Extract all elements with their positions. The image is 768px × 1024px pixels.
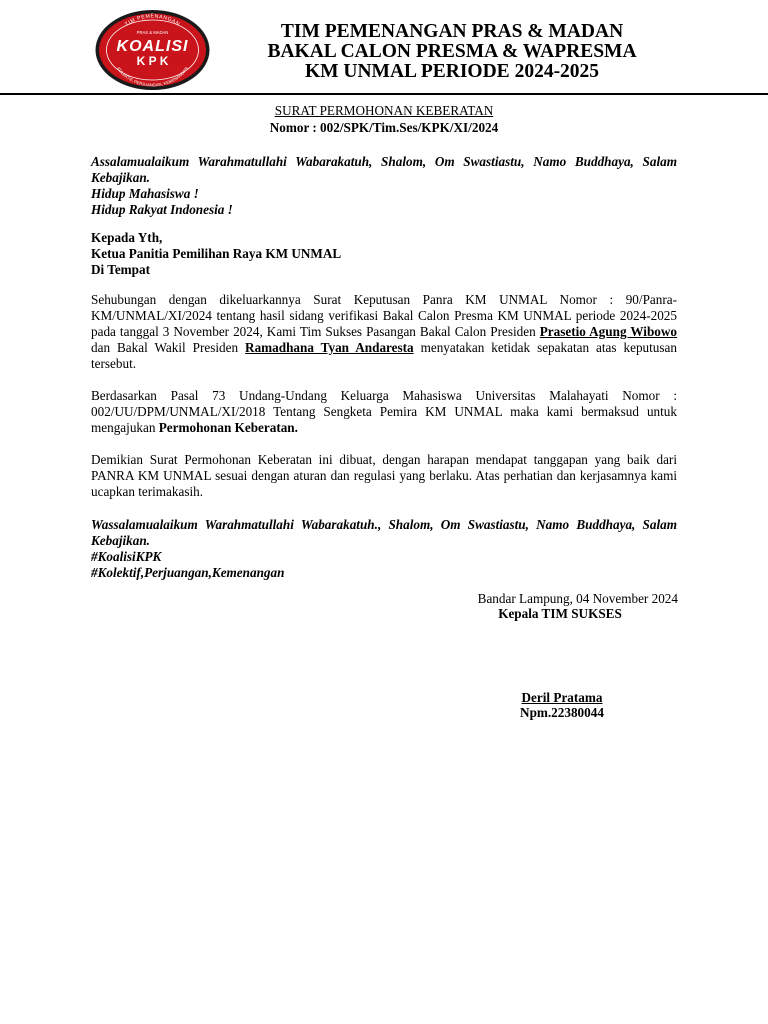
paragraph-2 <box>91 388 677 436</box>
opening-greeting <box>91 154 677 218</box>
closing-hashtag-1: #KoalisiKPK <box>91 549 162 564</box>
logo-sub-text: PRAS & MADAN <box>136 30 169 35</box>
koalisi-kpk-logo <box>93 8 212 92</box>
paragraph-3: Demikian Surat Permohonan Keberatan ini dibuat, dengan harapan mendapat tanggapan yang baik dari PANRA KM UNMAL sesuai dengan aturan dan regulasi yang berlaku. Atas perhatian dan kerjasamnya kami ucapkan terimakasih. <box>91 452 677 499</box>
closing-hashtag-2: #Kolektif,Perjuangan,Kemenangan <box>91 565 285 580</box>
closing-greeting <box>91 517 677 581</box>
logo-word-kpk: K P K <box>136 54 169 68</box>
signer-name: Deril Pratama <box>521 690 603 705</box>
letterhead-line-3: KM UNMAL PERIODE 2024-2025 <box>304 61 600 82</box>
signer-block <box>462 690 662 720</box>
letterhead-divider <box>0 93 768 95</box>
logo-arc-bottom-text: KOLEKTIF, PERJUANGAN, KEMENANGAN <box>116 66 189 88</box>
greeting-line-2: Hidup Mahasiswa ! <box>91 186 199 201</box>
closing-line-1: Wassalamualaikum Warahmatullahi Wabarakatuh., Shalom, Om Swastiastu, Namo Buddhaya, Salam Kebajikan. <box>91 517 677 548</box>
paragraph-1-text-b: dan Bakal Wakil Presiden <box>91 340 246 355</box>
greeting-line-1: Assalamualaikum Warahmatullahi Wabarakatuh, Shalom, Om Swastiastu, Namo Buddhaya, Salam Kebajikan. <box>91 154 677 185</box>
letterhead-line-2: BAKAL CALON PRESMA & WAPRESMA <box>267 41 637 62</box>
address-line-2: Ketua Panitia Pemilihan Raya KM UNMAL <box>91 246 342 261</box>
letter-title: SURAT PERMOHONAN KEBERATAN <box>274 103 494 118</box>
paragraph-1 <box>91 292 677 372</box>
paragraph-1-text-a: Sehubungan dengan dikeluarkannya Surat Keputusan Panra KM UNMAL Nomor : 90/Panra-KM/UNMAL/XI/2024 tentang hasil sidang verifikasi Bakal Calon Presma KM UNMAL periode 2024-2025 pada tanggal 3 November 2024, Kami Tim Sukses Pasangan Bakal Calon Presiden <box>91 292 677 339</box>
logo-word-koalisi: KOALISI <box>116 38 189 55</box>
signer-npm: Npm.22380044 <box>520 705 604 720</box>
recipient-address <box>91 230 677 278</box>
candidate-president-name: Prasetio Agung Wibowo <box>539 324 677 339</box>
greeting-line-3: Hidup Rakyat Indonesia ! <box>91 202 233 217</box>
candidate-vice-president-name: Ramadhana Tyan Andaresta <box>245 340 414 355</box>
paragraph-2-bold: Permohonan Keberatan. <box>158 420 298 435</box>
letterhead-title <box>214 22 690 82</box>
logo-emblem <box>93 8 212 92</box>
place-and-date: Bandar Lampung, 04 November 2024 <box>477 591 678 606</box>
address-line-1: Kepada Yth, <box>91 230 163 245</box>
letterhead <box>0 0 768 96</box>
letter-number: Nomor : 002/SPK/Tim.Ses/KPK/XI/2024 <box>269 120 499 135</box>
letter-title-block <box>0 102 768 136</box>
logo-arc-top-text: TIM PEMENANGAN <box>124 13 181 28</box>
address-line-3: Di Tempat <box>91 262 150 277</box>
paragraph-2-text: Berdasarkan Pasal 73 Undang-Undang Keluarga Mahasiswa Universitas Malahayati Nomor : 002/UU/DPM/UNMAL/XI/2018 Tentang Sengketa Pemira KM UNMAL maka kami bermaksud untuk mengajukan <box>91 388 677 435</box>
paragraph-1-text-c: menyatakan ketidak sepakatan atas keputusan tersebut. <box>91 340 677 371</box>
letterhead-line-1: TIM PEMENANGAN PRAS & MADAN <box>280 21 624 42</box>
signer-role: Kepala TIM SUKSES <box>498 606 622 621</box>
letter-body <box>91 154 677 581</box>
